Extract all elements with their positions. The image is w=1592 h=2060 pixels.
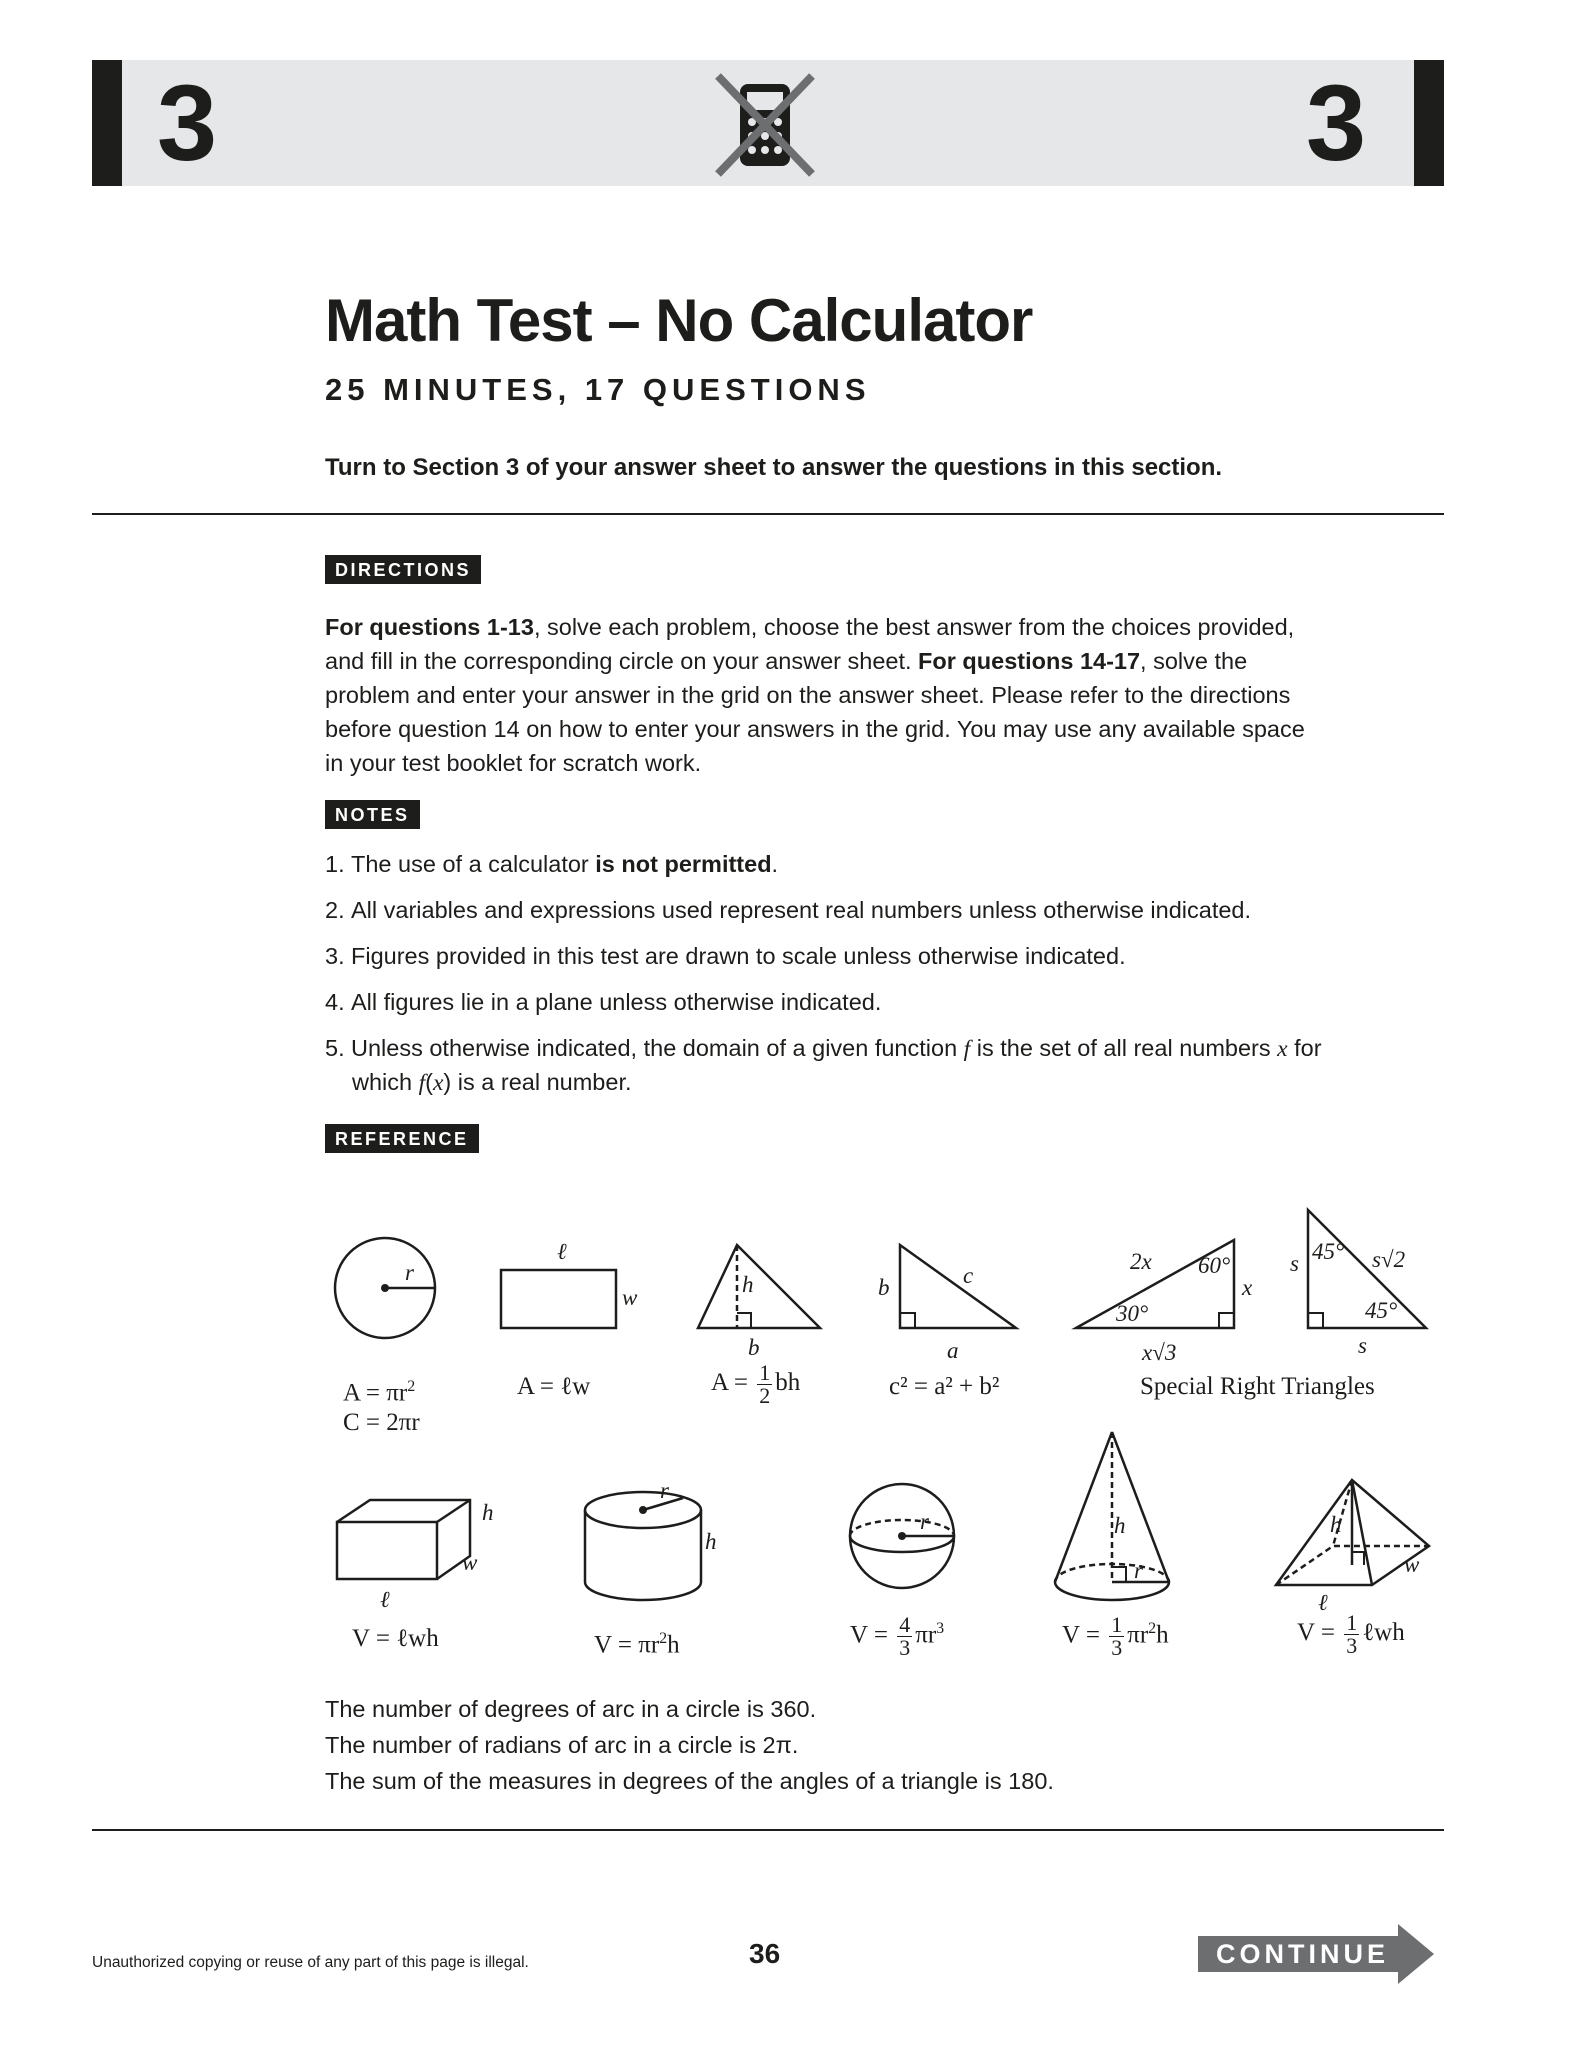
triangle-figure bbox=[698, 1245, 820, 1328]
note-text: Figures provided in this test are drawn to scale unless otherwise indicated. bbox=[351, 943, 1126, 969]
label-w: w bbox=[622, 1285, 638, 1310]
label-x-root3: x√3 bbox=[1142, 1340, 1177, 1365]
fraction bbox=[1109, 1614, 1124, 1659]
page-subtitle: 25 MINUTES, 17 QUESTIONS bbox=[325, 372, 871, 407]
header-bar-left bbox=[92, 60, 122, 186]
section-number-right: 3 bbox=[1306, 62, 1367, 183]
formula-text: πr bbox=[1127, 1621, 1149, 1649]
label-r: r bbox=[660, 1478, 669, 1503]
note-item-continued bbox=[352, 1065, 632, 1100]
continue-label: CONTINUE bbox=[1216, 1939, 1389, 1969]
note-number: 4. bbox=[325, 989, 345, 1015]
formula-text: A = πr bbox=[343, 1379, 408, 1407]
formula-text: ℓwh bbox=[1362, 1619, 1405, 1647]
note-item bbox=[325, 1031, 1385, 1066]
note-paren: ( bbox=[425, 1069, 433, 1095]
cylinder-volume-formula bbox=[594, 1622, 680, 1662]
section-number-left: 3 bbox=[157, 62, 218, 183]
cone-figure bbox=[1055, 1432, 1112, 1582]
label-h: h bbox=[742, 1272, 754, 1297]
triangle-area-formula bbox=[711, 1362, 800, 1407]
reference-label: REFERENCE bbox=[325, 1124, 479, 1153]
label-b: b bbox=[878, 1275, 890, 1300]
directions-label: DIRECTIONS bbox=[325, 555, 481, 584]
label-2x: 2x bbox=[1130, 1249, 1152, 1274]
directions-text-1: , solve each problem, choose the best answer from the choices provided, and fill in the corresponding circle on your answer sheet. bbox=[325, 614, 1295, 674]
circle-area-formula bbox=[343, 1370, 415, 1410]
label-s: s bbox=[1358, 1333, 1367, 1358]
formula-text: πr bbox=[915, 1621, 937, 1649]
note-number: 5. bbox=[325, 1035, 345, 1061]
fraction bbox=[897, 1614, 912, 1659]
label-c: c bbox=[963, 1263, 974, 1288]
label-r: r bbox=[405, 1260, 414, 1285]
directions-text bbox=[325, 610, 1325, 780]
formula-exponent: 2 bbox=[407, 1378, 416, 1395]
label-l: ℓ bbox=[557, 1239, 567, 1264]
circle-circumference-formula: C = 2πr bbox=[343, 1409, 420, 1436]
formula-text: V = bbox=[1062, 1621, 1107, 1649]
rectangle-figure bbox=[501, 1270, 616, 1328]
label-w: w bbox=[1404, 1552, 1420, 1577]
reference-fact: The number of degrees of arc in a circle is 360. bbox=[325, 1696, 817, 1722]
note-text: All figures lie in a plane unless otherwise indicated. bbox=[351, 989, 882, 1015]
copyright-notice: Unauthorized copying or reuse of any part of this page is illegal. bbox=[92, 1954, 529, 1971]
reference-fact: The number of radians of arc in a circle is 2π. bbox=[325, 1732, 799, 1758]
formula-text: V = πr bbox=[594, 1631, 660, 1659]
label-h: h bbox=[1114, 1513, 1126, 1538]
label-60: 60° bbox=[1198, 1253, 1231, 1278]
note-number: 1. bbox=[325, 851, 345, 877]
right-triangle-figure bbox=[900, 1245, 1016, 1328]
label-45: 45° bbox=[1365, 1298, 1398, 1323]
note-item bbox=[325, 985, 1385, 1019]
label-l: ℓ bbox=[380, 1587, 390, 1612]
section-instruction: Turn to Section 3 of your answer sheet to answer the questions in this section. bbox=[325, 454, 1223, 481]
note-var-x: x bbox=[432, 1070, 444, 1096]
note-var-f: f bbox=[418, 1070, 426, 1096]
box-volume-formula: V = ℓwh bbox=[352, 1625, 439, 1652]
formula-exponent: 2 bbox=[659, 1630, 668, 1647]
note-end: . bbox=[771, 851, 779, 877]
note-text: All variables and expressions used represent real numbers unless otherwise indicated. bbox=[351, 897, 1252, 923]
denominator: 3 bbox=[1111, 1635, 1123, 1661]
note-text-c: for bbox=[1287, 1035, 1322, 1061]
numerator: 4 bbox=[899, 1612, 911, 1638]
note-number: 3. bbox=[325, 943, 345, 969]
formula-text: V = bbox=[1297, 1619, 1342, 1647]
formula-exponent: 2 bbox=[1148, 1620, 1157, 1637]
note-text: Unless otherwise indicated, the domain of a given function bbox=[351, 1035, 964, 1061]
formula-text: A = bbox=[711, 1369, 755, 1397]
box-figure bbox=[337, 1522, 437, 1579]
notes-label: NOTES bbox=[325, 800, 420, 829]
formula-text: h bbox=[1156, 1621, 1169, 1649]
no-calculator-icon bbox=[710, 70, 820, 180]
note-item bbox=[325, 847, 1385, 881]
label-s: s bbox=[1290, 1251, 1299, 1276]
continue-button[interactable] bbox=[1198, 1924, 1434, 1984]
label-l: ℓ bbox=[1318, 1590, 1328, 1615]
header-bar-right bbox=[1414, 60, 1444, 186]
divider-bottom bbox=[92, 1829, 1444, 1831]
directions-bold-1: For questions 1-13 bbox=[325, 614, 534, 640]
note-line2-end: ) is a real number. bbox=[443, 1069, 632, 1095]
directions-text-2: , solve the problem and enter your answer in the grid on the answer sheet. Please refer to the directions before question 14 on how to enter your answers in the grid. You may use any available space in your test booklet for scratch work. bbox=[325, 648, 1305, 776]
directions-bold-2: For questions 14-17 bbox=[918, 648, 1141, 674]
note-number: 2. bbox=[325, 897, 345, 923]
special-right-triangles-caption: Special Right Triangles bbox=[1140, 1373, 1375, 1400]
note-item bbox=[325, 893, 1385, 927]
note-text: The use of a calculator bbox=[351, 851, 596, 877]
label-s-root2: s√2 bbox=[1372, 1247, 1406, 1272]
formula-exponent: 3 bbox=[936, 1620, 945, 1637]
label-x: x bbox=[1242, 1275, 1253, 1300]
label-h: h bbox=[482, 1500, 494, 1525]
sphere-volume-formula bbox=[850, 1612, 944, 1659]
cone-volume-formula bbox=[1062, 1612, 1169, 1659]
note-text-b: is the set of all real numbers bbox=[970, 1035, 1278, 1061]
page-title: Math Test – No Calculator bbox=[325, 287, 1033, 354]
formula-text: V = bbox=[850, 1621, 895, 1649]
note-var-x: x bbox=[1277, 1036, 1288, 1062]
label-w: w bbox=[462, 1550, 478, 1575]
label-30: 30° bbox=[1116, 1301, 1149, 1326]
fraction bbox=[757, 1362, 772, 1407]
label-r: r bbox=[1134, 1558, 1143, 1583]
formula-text: bh bbox=[775, 1369, 801, 1397]
divider-top bbox=[92, 513, 1444, 515]
denominator: 3 bbox=[899, 1635, 911, 1661]
pythagorean-formula: c² = a² + b² bbox=[889, 1373, 1000, 1400]
label-h: h bbox=[1330, 1512, 1342, 1537]
note-item bbox=[325, 939, 1385, 973]
note-line2: which bbox=[352, 1069, 419, 1095]
page-number: 36 bbox=[749, 1938, 781, 1969]
formula-text: h bbox=[667, 1631, 680, 1659]
rectangle-area-formula: A = ℓw bbox=[517, 1373, 591, 1400]
numerator: 1 bbox=[1111, 1612, 1123, 1638]
numerator: 1 bbox=[1346, 1610, 1358, 1635]
label-b: b bbox=[748, 1335, 760, 1360]
label-h: h bbox=[705, 1529, 717, 1554]
label-45: 45° bbox=[1312, 1239, 1345, 1264]
note-bold: is not permitted bbox=[595, 851, 772, 877]
fraction bbox=[1344, 1612, 1359, 1657]
denominator: 3 bbox=[1346, 1633, 1358, 1658]
pyramid-volume-formula bbox=[1297, 1612, 1405, 1657]
label-a: a bbox=[947, 1338, 959, 1363]
label-r: r bbox=[920, 1509, 929, 1534]
reference-fact: The sum of the measures in degrees of the angles of a triangle is 180. bbox=[325, 1768, 1054, 1794]
numerator: 1 bbox=[759, 1360, 771, 1385]
denominator: 2 bbox=[759, 1383, 771, 1408]
note-var-f: f bbox=[963, 1036, 971, 1062]
